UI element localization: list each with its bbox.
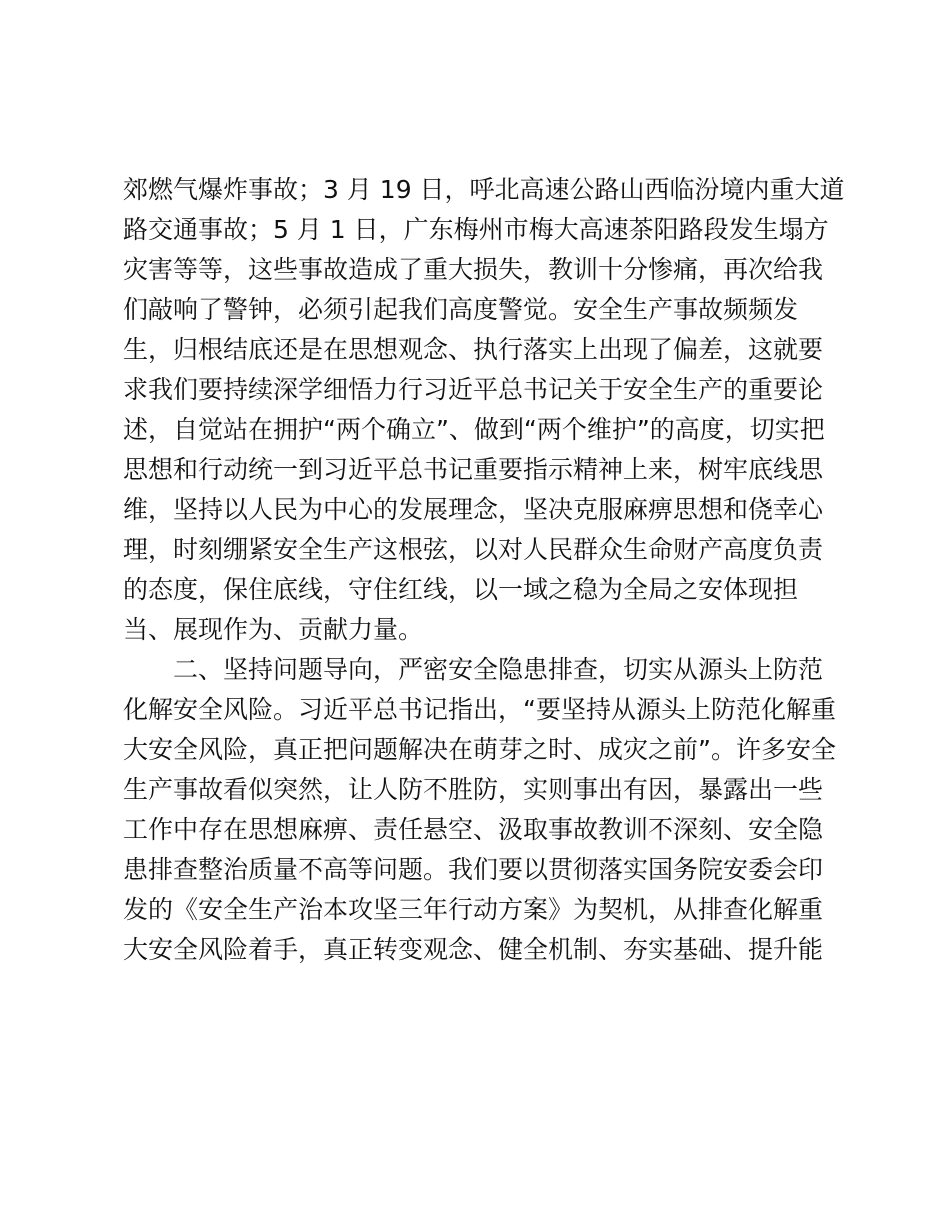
text-line: 灾害等等，这些事故造成了重大损失，教训十分惨痛，再次给我 (123, 255, 824, 284)
text-line: 路交通事故；5 月 1 日，广东梅州市梅大高速茶阳路段发生塌方 (123, 215, 829, 244)
text-line: 的态度，保住底线，守住红线，以一域之稳为全局之安体现担 (123, 575, 799, 604)
text-line: 们敲响了警钟，必须引起我们高度警觉。安全生产事故频频发 (123, 295, 799, 324)
text-line: 患排查整治质量不高等问题。我们要以贯彻落实国务院安委会印 (123, 855, 824, 884)
text-line: 述，自觉站在拥护“两个确立”、做到“两个维护”的高度，切实把 (123, 415, 825, 444)
text-line: 求我们要持续深学细悟力行习近平总书记关于安全生产的重要论 (123, 375, 824, 404)
text-line: 生产事故看似突然，让人防不胜防，实则事出有因，暴露出一些 (123, 775, 824, 804)
text-line: 大安全风险着手，真正转变观念、健全机制、夯实基础、提升能 (123, 935, 824, 964)
text-line: 郊燃气爆炸事故；3 月 19 日，呼北高速公路山西临汾境内重大道 (123, 175, 845, 204)
text-line: 理，时刻绷紧安全生产这根弦，以对人民群众生命财产高度负责 (123, 535, 824, 564)
body-text (123, 170, 843, 970)
section-heading-line: 二、坚持问题导向，严密安全隐患排查，切实从源头上防范 (173, 655, 824, 684)
text-line: 发的《安全生产治本攻坚三年行动方案》为契机，从排查化解重 (123, 895, 824, 924)
text-line: 维，坚持以人民为中心的发展理念，坚决克服麻痹思想和侥幸心 (123, 495, 824, 524)
text-line: 生，归根结底还是在思想观念、执行落实上出现了偏差，这就要 (123, 335, 824, 364)
text-line: 工作中存在思想麻痹、责任悬空、汲取事故教训不深刻、安全隐 (123, 815, 824, 844)
text-line: 化解安全风险。习近平总书记指出，“要坚持从源头上防范化解重 (123, 695, 836, 724)
text-line: 大安全风险，真正把问题解决在萌芽之时、成灾之前”。许多安全 (123, 735, 836, 764)
text-line: 当、展现作为、贡献力量。 (123, 615, 424, 644)
text-line: 思想和行动统一到习近平总书记重要指示精神上来，树牢底线思 (123, 455, 824, 484)
